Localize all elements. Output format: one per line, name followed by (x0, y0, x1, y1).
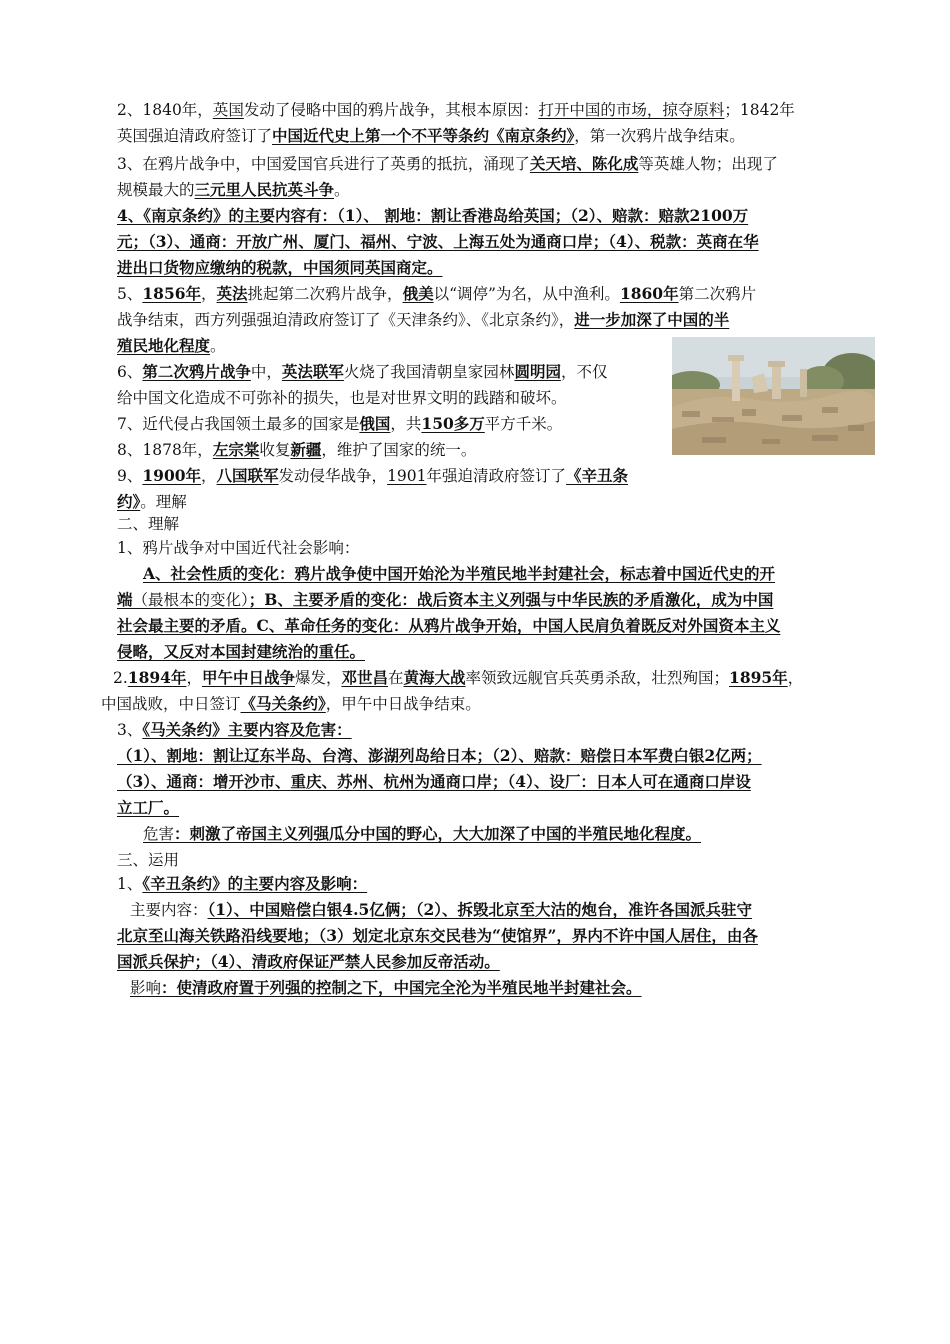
text-line (117, 536, 359, 560)
text-line (117, 98, 795, 122)
underlined-text: ；B、主要矛盾的变化：战后资本主义列强与中华民族的矛盾激化，成为中国 (248, 590, 774, 609)
text-line (117, 230, 759, 254)
text-line (117, 308, 729, 332)
text-line (117, 718, 352, 742)
text-segment: 三、运用 (117, 851, 180, 869)
text-line (117, 490, 187, 514)
underlined-text: 英法 (216, 284, 248, 303)
underlined-text: 圆明园 (514, 362, 561, 381)
text-segment: 发动侵华战争， (278, 467, 388, 485)
text-line (117, 412, 562, 436)
text-line (117, 178, 350, 202)
text-segment: 5、 (117, 285, 143, 303)
text-segment: 二、理解 (117, 515, 180, 533)
underlined-text: 黄海大战 (403, 668, 466, 687)
underlined-text: 侵略，又反对本国封建统治的重任。 (117, 642, 366, 661)
text-segment: 7、近代侵占我国领土最多的国家是 (117, 415, 360, 433)
text-segment: ，共 (390, 415, 422, 433)
underlined-text: 俄美 (402, 284, 434, 303)
text-segment: ，不仅 (560, 363, 608, 381)
underlined-text: 新疆 (290, 440, 322, 459)
underlined-text: 危害 (143, 825, 175, 843)
underlined-text: 左宗棠 (212, 440, 260, 459)
text-segment: ， (186, 669, 202, 687)
text-segment: ；1842年 (724, 101, 795, 119)
text-segment: 爆发， (294, 669, 342, 687)
underlined-text: 进出口货物应缴纳的税款，中国须同英国商定。 (117, 258, 443, 277)
underlined-text: ：使清政府置于列强的控制之下，中国完全沦为半殖民地半封建社会。 (161, 978, 642, 997)
text-line (117, 614, 780, 638)
underlined-text: 端 (117, 590, 133, 609)
text-line (117, 152, 778, 176)
underlined-text: 八国联军 (216, 466, 279, 485)
text-segment: 3、 (117, 721, 143, 739)
text-line (117, 924, 758, 948)
text-line (117, 872, 367, 896)
text-segment: 战争结束，西方列强强迫清政府签订了《天津条约》、《北京条约》， (117, 311, 575, 329)
text-segment: 收复 (259, 441, 291, 459)
underlined-text: 北京至山海关铁路沿线要地；（3）划定北京东交民巷为“使馆界”，界内不许中国人居住，由各 (117, 926, 758, 945)
underlined-text: 150多万 (421, 414, 485, 433)
text-segment: ， (787, 669, 804, 687)
underlined-text: 第二次鸦片战争 (142, 362, 251, 381)
underlined-text: 甲午中日战争 (201, 668, 295, 687)
text-segment: 以“调停”为名，从中渔利。 (433, 285, 620, 303)
text-line (117, 770, 751, 794)
underlined-text: 邓世昌 (341, 668, 388, 687)
text-segment: 6、 (117, 363, 143, 381)
text-segment: 。 (210, 337, 226, 355)
underlined-text: （3）、通商：增开沙市、重庆、苏州、杭州为通商口岸；（4）、设厂：日本人可在通商口岸设 (117, 772, 751, 791)
underlined-text: A、社会性质的变化：鸦片战争使中国开始沦为半殖民地半封建社会，标志着中国近代史的开 (143, 564, 776, 583)
text-segment: 。 (334, 181, 350, 199)
text-segment: 2. (113, 669, 128, 687)
underlined-text: 《马关条约》主要内容及危害： (142, 720, 352, 739)
underlined-text: 三元里人民抗英斗争 (194, 180, 335, 199)
text-segment: 。理解 (140, 493, 187, 511)
underlined-text: 1860年 (619, 284, 679, 303)
text-segment: 挑起第二次鸦片战争， (247, 285, 403, 303)
text-segment: 规模最大的 (117, 181, 195, 199)
text-line (130, 976, 642, 1000)
text-segment: 3、在鸦片战争中，中国爱国官兵进行了英勇的抵抗，涌现了 (117, 155, 530, 173)
text-segment: 英国强迫清政府签订了 (117, 127, 273, 145)
underlined-text: 1901 (387, 467, 427, 485)
text-line (117, 438, 476, 462)
underlined-text: 社会最主要的矛盾。C、革命任务的变化：从鸦片战争开始，中国人民肩负着既反对外国资本主义 (117, 616, 781, 635)
underlined-text: 1856年 (142, 284, 202, 303)
text-segment: 中， (250, 363, 282, 381)
text-segment: ，甲午中日战争结束。 (325, 695, 481, 713)
text-line (117, 124, 745, 148)
underlined-text: 关天培、陈化成 (529, 154, 639, 173)
underlined-text: 1894年 (127, 668, 187, 687)
text-line (117, 512, 179, 536)
text-line (117, 334, 226, 358)
text-line (130, 898, 752, 922)
underlined-text: 1895年 (729, 668, 788, 687)
text-segment: 2、1840年， (117, 101, 213, 119)
text-line (117, 796, 179, 820)
text-line (117, 386, 567, 410)
text-segment: 等英雄人物；出现了 (638, 155, 778, 173)
underlined-text: 元；（3）、通商：开放广州、厦门、福州、宁波、上海五处为通商口岸；（4）、税款：英商在华 (117, 232, 759, 251)
underlined-text: 约》 (117, 492, 141, 511)
underlined-text: ：刺激了帝国主义列强瓜分中国的野心，大大加深了中国的半殖民地化程度。 (174, 824, 702, 843)
text-segment: 8、1878年， (117, 441, 213, 459)
underlined-text: 国派兵保护；（4）、清政府保证严禁人民参加反帝活动。 (117, 952, 500, 971)
underlined-text: 《辛丑条 (566, 466, 629, 485)
text-segment: 平方千米。 (484, 415, 563, 433)
text-line (101, 692, 481, 716)
text-segment: ， (201, 467, 217, 485)
text-line (117, 848, 179, 872)
text-line (117, 204, 748, 228)
underlined-text: 中国近代史上第一个不平等条约《南京条约》 (272, 126, 575, 145)
text-segment: 火烧了我国清朝皇家园林 (343, 363, 515, 381)
text-line (143, 822, 701, 846)
text-line (113, 666, 803, 690)
underlined-text: 进一步加深了中国的半 (574, 310, 730, 329)
yuanmingyuan-ruins-photo (672, 337, 875, 455)
text-segment: 主要内容： (130, 901, 208, 919)
underlined-text: 殖民地化程度 (117, 336, 211, 355)
underlined-text: 《马关条约》 (240, 694, 326, 713)
underlined-text: 《辛丑条约》的主要内容及影响： (142, 874, 368, 893)
underlined-text: （最根本的变化） (132, 591, 249, 609)
text-line (117, 588, 773, 612)
text-line (143, 562, 775, 586)
underlined-text: 英法联军 (281, 362, 344, 381)
text-segment: 给中国文化造成不可弥补的损失，也是对世界文明的践踏和破坏。 (117, 389, 567, 407)
underlined-text: 影响 (130, 979, 162, 997)
text-segment: 率领致远舰官兵英勇杀敌，壮烈殉国； (465, 669, 730, 687)
text-line (117, 282, 756, 306)
underlined-text: （1）、割地：割让辽东半岛、台湾、澎湖列岛给日本；（2）、赔款：赔偿日本军费白银2亿两； (117, 746, 762, 765)
text-segment: 发动了侵略中国的鸦片战争，其根本原因： (243, 101, 539, 119)
text-segment: 第二次鸦片 (678, 285, 757, 303)
underlined-text: 英国 (212, 101, 244, 119)
underlined-text: 1900年 (142, 466, 202, 485)
text-line (117, 640, 365, 664)
ruins-photo-icon (672, 337, 875, 455)
underlined-text: 4、《南京条约》的主要内容有：（1）、 割地：割让香港岛给英国；（2）、赔款：赔款2100万 (117, 206, 749, 225)
underlined-text: 俄国 (359, 414, 391, 433)
underlined-text: （1）、中国赔偿白银4.5亿俩；（2）、拆毁北京至大沽的炮台，准许各国派兵驻守 (207, 900, 753, 919)
text-line (117, 744, 762, 768)
text-line (117, 360, 607, 384)
text-segment: 中国战败，中日签订 (101, 695, 241, 713)
text-segment: 在 (388, 669, 404, 687)
text-line (117, 950, 500, 974)
underlined-text: 立工厂。 (117, 798, 180, 817)
text-segment: ，第一次鸦片战争结束。 (574, 127, 745, 145)
text-segment: 1、鸦片战争对中国近代社会影响： (117, 539, 360, 557)
underlined-text: 打开中国的市场，掠夺原料 (538, 101, 725, 119)
text-segment: 1、 (117, 875, 143, 893)
text-segment: 9、 (117, 467, 143, 485)
text-segment: ，维护了国家的统一。 (321, 441, 477, 459)
text-line (117, 464, 628, 488)
text-segment: ， (201, 285, 217, 303)
text-segment: 年强迫清政府签订了 (426, 467, 567, 485)
text-line (117, 256, 443, 280)
